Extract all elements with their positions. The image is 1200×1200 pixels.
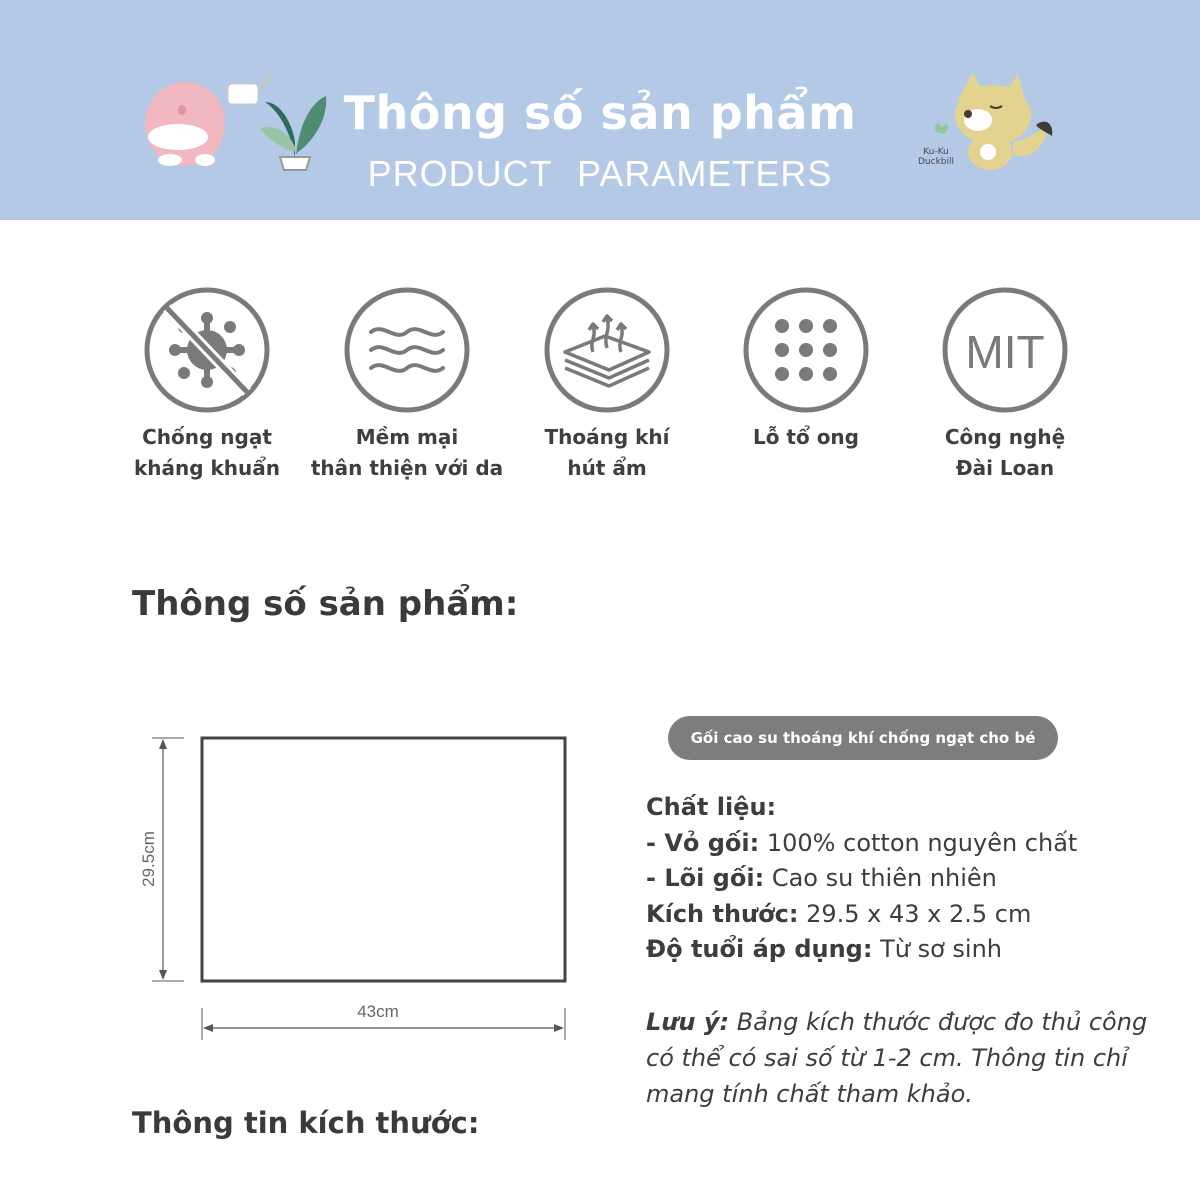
feature-taiwan-tech	[905, 286, 1105, 484]
header-banner	[0, 0, 1200, 220]
feature-soft	[307, 286, 507, 484]
feature-label: Mềm mại thân thiện với da	[310, 425, 504, 480]
pillow-dimension-diagram	[130, 720, 580, 1050]
material-heading: Chất liệu:	[646, 793, 777, 821]
note-block: Lưu ý: Bảng kích thước được đo thủ công có thể có sai số từ 1-2 cm. Thông tin chỉ mang tính chất tham khảo.	[646, 1008, 1148, 1108]
feature-anti-suffocation	[107, 286, 307, 484]
brand-logo	[916, 147, 956, 167]
age-row: Độ tuổi áp dụng: Từ sơ sinh	[646, 935, 1003, 963]
size-section-title: Thông tin kích thước:	[132, 1106, 480, 1140]
note-key: Lưu ý:	[646, 1008, 730, 1036]
cover-row: - Vỏ gối: 100% cotton nguyên chất	[646, 828, 1078, 857]
no-bacteria-icon	[143, 286, 271, 414]
waves-icon	[343, 286, 471, 414]
height-label: 29.5cm	[139, 831, 158, 887]
feature-honeycomb	[706, 286, 906, 453]
feature-label: Chống ngạt kháng khuẩn	[133, 425, 281, 480]
specs-block	[646, 790, 1166, 968]
feature-label: Thoáng khí hút ẩm	[544, 425, 670, 480]
size-row: Kích thước: 29.5 x 43 x 2.5 cm	[646, 899, 1032, 928]
header-subtitle: PRODUCT PARAMETERS	[367, 153, 833, 194]
core-row: - Lõi gối: Cao su thiên nhiên	[646, 864, 997, 892]
brand-text: Ku-Ku Duckbill	[917, 147, 954, 167]
product-name-badge: Gối cao su thoáng khí chống ngạt cho bé KUKU	[668, 716, 1058, 760]
mit-badge-text: MIT	[965, 326, 1045, 378]
feature-label: Lỗ tổ ong	[752, 425, 859, 449]
feature-breathable	[507, 286, 707, 484]
mit-badge-icon	[941, 286, 1069, 414]
dot-grid-icon	[742, 286, 870, 414]
feature-label: Công nghệ Đài Loan	[944, 425, 1066, 480]
width-label: 43cm	[357, 1002, 399, 1021]
breathable-layers-icon	[543, 286, 671, 414]
header-title: Thông số sản phẩm	[343, 86, 857, 140]
pillow-outline	[202, 738, 565, 981]
specs-section-title: Thông số sản phẩm:	[132, 584, 519, 624]
